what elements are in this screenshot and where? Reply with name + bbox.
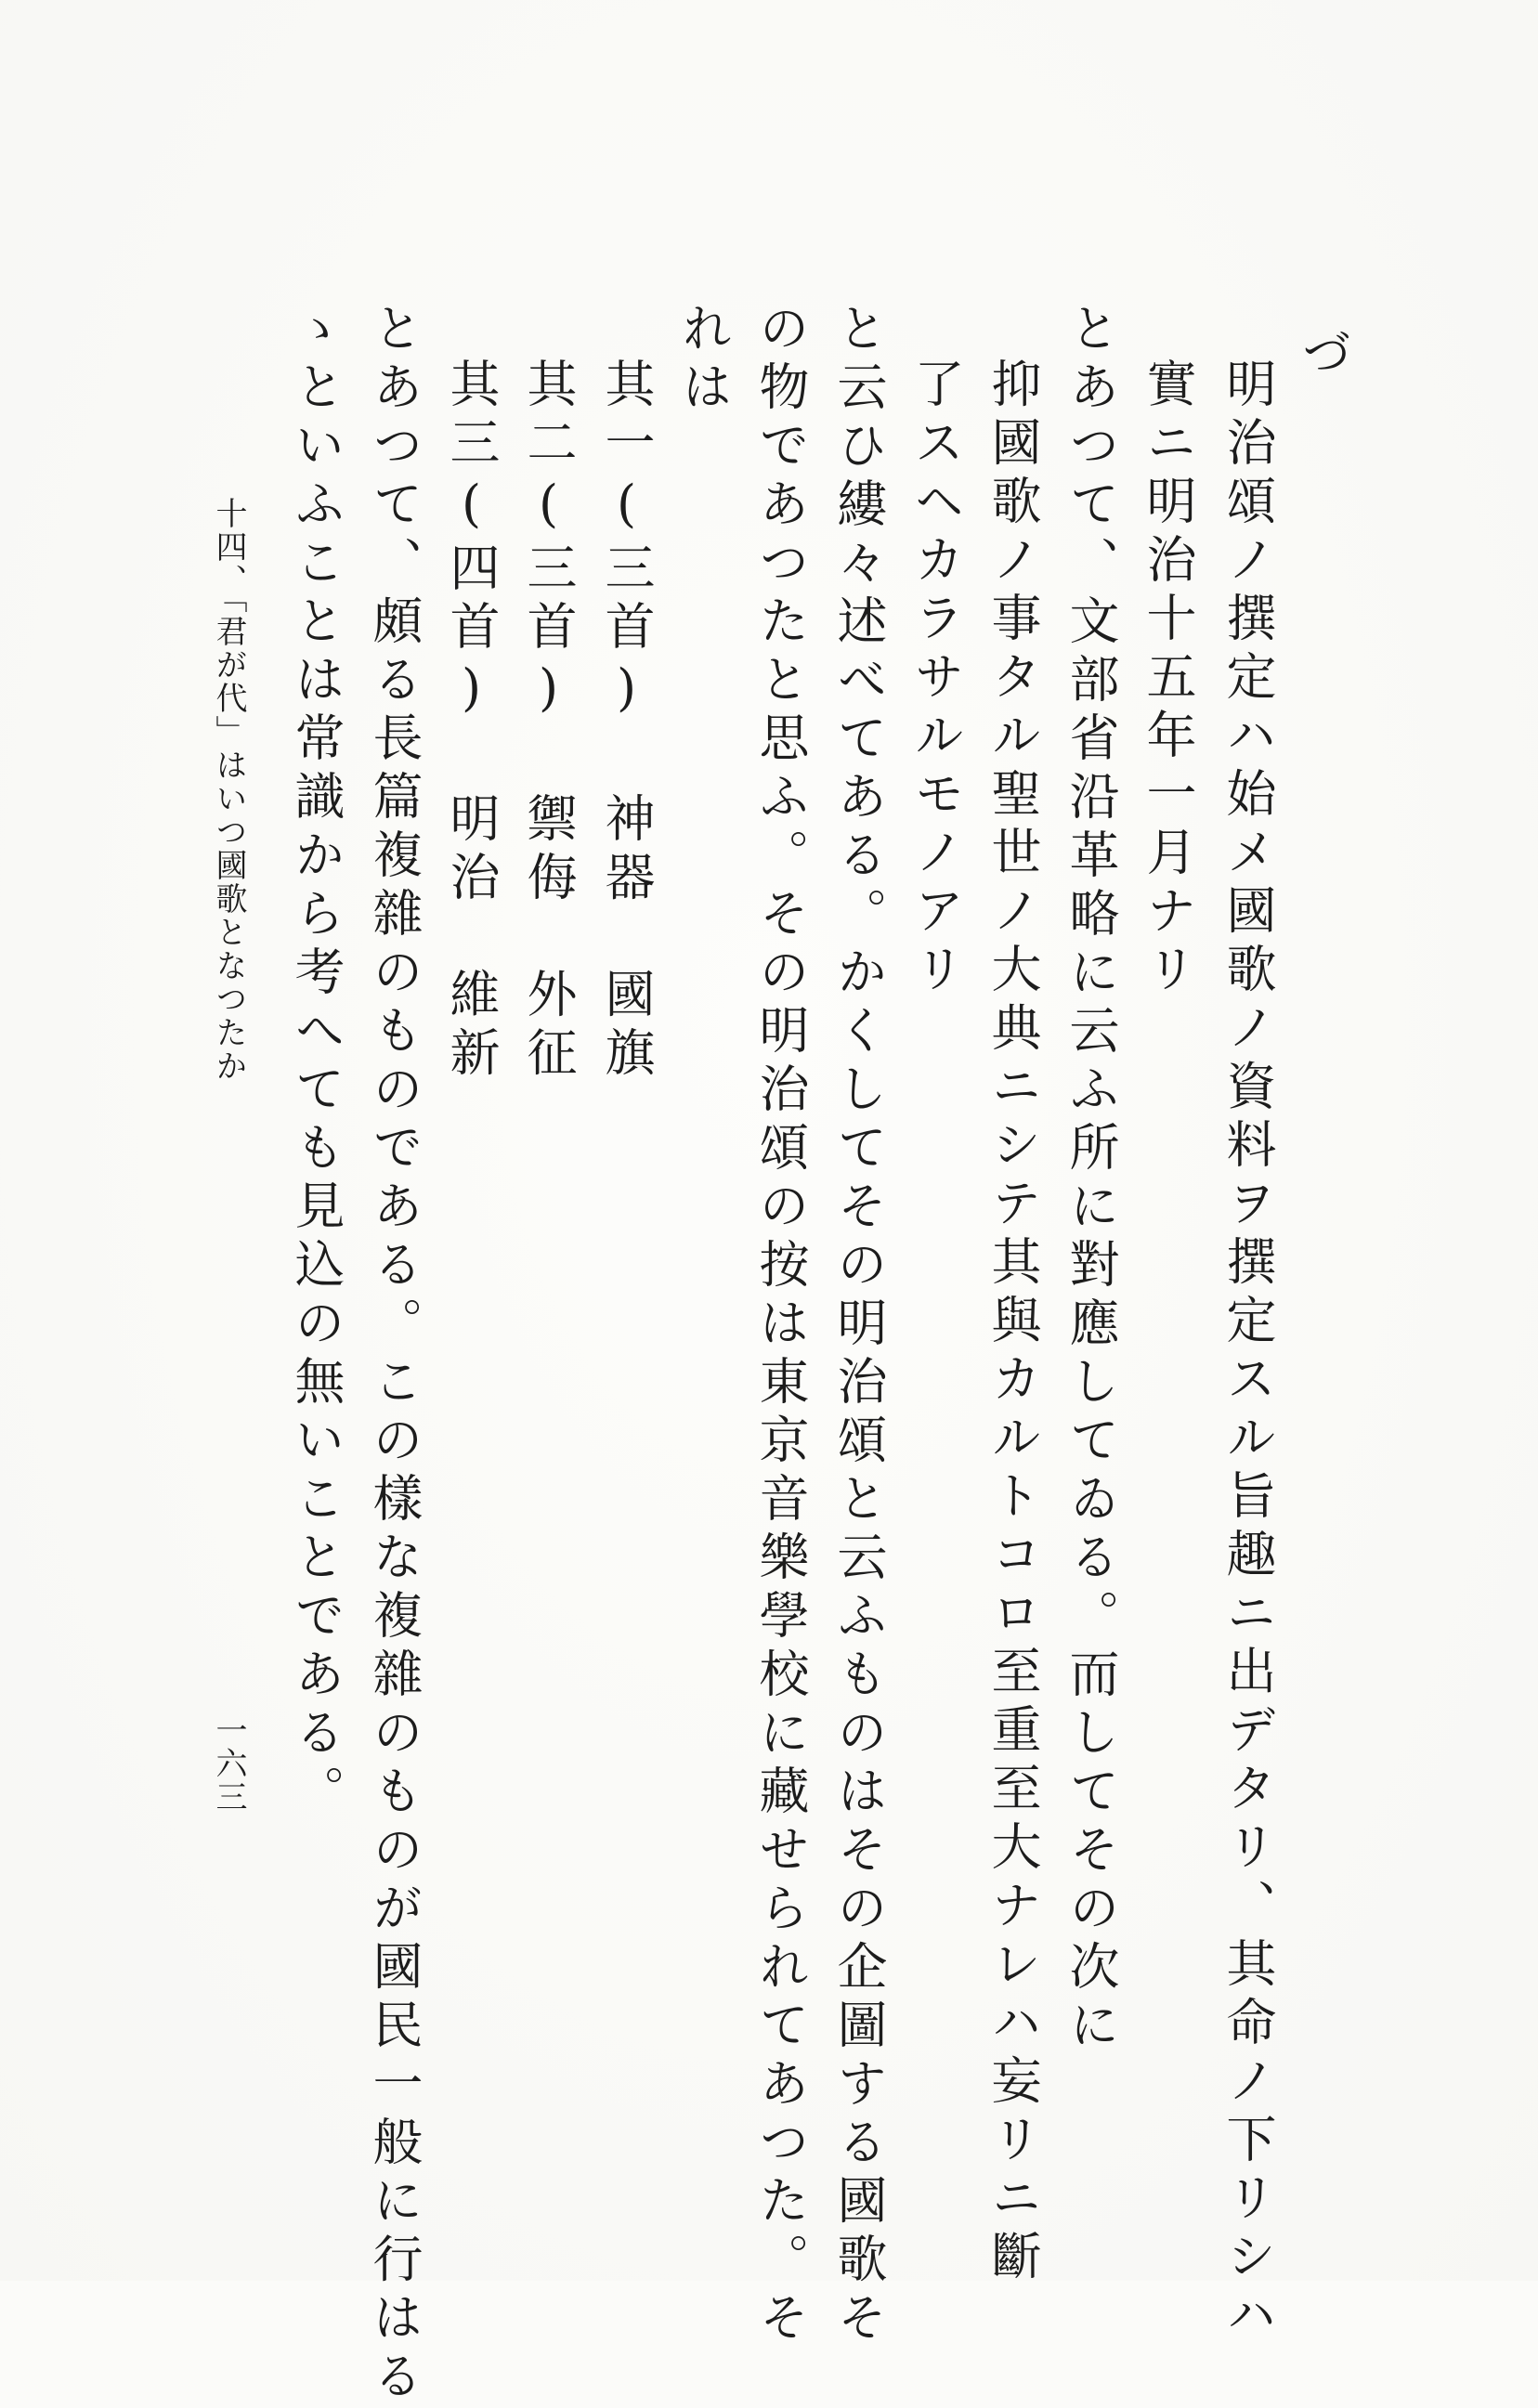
text-column-11: 其二(三首) 禦侮 外征 [519, 358, 578, 1085]
running-head: 十四、「君が代」はいつ國歌となつたか [210, 497, 247, 1083]
text-column-13: とあつて、頗る長篇複雜のものである。この樣な複雜のものが國民一般に行はる [365, 302, 424, 2408]
text-column-12: 其三(四首) 明治 維新 [442, 358, 501, 1085]
text-column-1: づ [1294, 327, 1352, 385]
text-column-4: とあつて、文部省沿革略に云ふ所に對應してゐる。而してその次に [1062, 302, 1120, 2057]
text-column-8: の物であつたと思ふ。その明治頌の按は東京音樂學校に藏せられてあつた。そ [751, 302, 810, 2349]
text-column-3: 實ニ明治十五年一月ナリ [1139, 358, 1197, 1001]
text-column-10: 其一(三首) 神器 國旗 [597, 358, 656, 1085]
page-number: 一六三 [210, 1713, 247, 1814]
text-column-14: ゝといふことは常識から考へても見込の無いことである。 [287, 302, 345, 1823]
text-column-2: 明治頌ノ撰定ハ始メ國歌ノ資料ヲ撰定スル旨趣ニ出デタリ、其命ノ下リシハ [1219, 358, 1277, 2347]
text-column-6: 了スヘカラサルモノアリ [906, 358, 965, 1001]
text-column-7: と云ひ縷々述べてある。かくしてその明治頌と云ふものはその企圖する國歌そ [829, 302, 888, 2349]
text-column-9: れは [674, 302, 733, 419]
text-column-5: 抑國歌ノ事タル聖世ノ大典ニシテ其與カルトコロ至重至大ナレハ妄リニ斷 [984, 358, 1042, 2288]
